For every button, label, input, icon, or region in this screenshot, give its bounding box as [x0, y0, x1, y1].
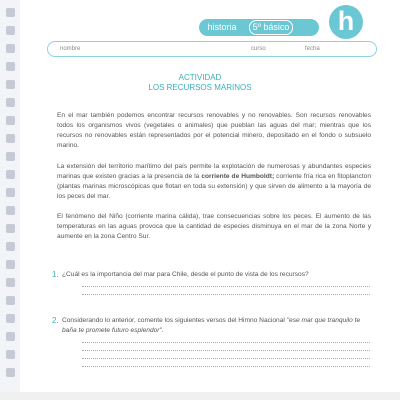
binder-hole	[6, 332, 15, 341]
question-number: 1.	[52, 270, 59, 279]
name-label: nombre	[60, 46, 81, 52]
binder-hole	[6, 206, 15, 215]
date-label: fecha	[305, 46, 320, 52]
activity-title: LOS RECURSOS MARINOS	[148, 83, 252, 92]
binder-hole	[6, 224, 15, 233]
binder-hole	[6, 188, 15, 197]
question-number: 2.	[52, 316, 59, 325]
binder-hole	[6, 260, 15, 269]
binder-spine	[0, 0, 20, 400]
binder-hole	[6, 170, 15, 179]
anthem-quote: "ese mar que tranquilo te baña te promete futuro esplendor".	[62, 317, 361, 334]
binder-hole	[6, 368, 15, 377]
activity-heading: ACTIVIDAD	[178, 73, 222, 82]
answer-line[interactable]	[82, 286, 370, 287]
page-footer-strip	[0, 392, 400, 400]
binder-hole	[6, 242, 15, 251]
binder-hole	[6, 314, 15, 323]
answer-line[interactable]	[82, 342, 370, 343]
binder-hole	[6, 134, 15, 143]
humboldt-term: corriente de Humboldt;	[201, 173, 275, 180]
subject-logo: h	[329, 5, 363, 39]
answer-line[interactable]	[82, 366, 370, 367]
answer-line[interactable]	[82, 358, 370, 359]
grade-tab: 5º básico	[249, 20, 293, 35]
subject-tab: historia	[207, 22, 237, 32]
student-info-bar	[47, 41, 377, 57]
question-text: Considerando lo anterior, comente los siguientes versos del Himno Nacional	[62, 317, 287, 324]
binder-hole	[6, 278, 15, 287]
question-2	[52, 316, 372, 336]
binder-hole	[6, 62, 15, 71]
paragraph-text: corriente fría rica en fitoplancton (plantas marinas microscópicas que flotan en toda su extensión) y que sirven de alimento a la mayoría de los peces del mar.	[57, 173, 371, 200]
question-1	[52, 270, 372, 280]
subject-grade-tabs	[199, 19, 319, 36]
binder-hole	[6, 26, 15, 35]
binder-hole	[6, 116, 15, 125]
paragraph-resources: En el mar también podemos encontrar recursos renovables y no renovables. Son recursos renovables todos los organismos vivos (vegetales o animales) que pueblan las aguas del mar; mientras que los recursos no renovables están representados por el potencial minero, depositado en el fondo o subsuelo marino.	[57, 112, 371, 149]
binder-hole	[6, 350, 15, 359]
answer-line[interactable]	[82, 350, 370, 351]
course-label: curso	[251, 46, 266, 52]
binder-hole	[6, 98, 15, 107]
binder-hole	[6, 152, 15, 161]
answer-line[interactable]	[82, 294, 370, 295]
paragraph-humboldt	[57, 162, 371, 202]
question-text: ¿Cuál es la importancia del mar para Chile, desde el punto de vista de los recursos?	[62, 271, 309, 278]
binder-hole	[6, 8, 15, 17]
paragraph-text: La extensión del territorio marítimo del país permite la explotación de numerosas y abundantes especies marinas que existen gracias a la presencia de la	[57, 163, 371, 180]
binder-hole	[6, 296, 15, 305]
binder-hole	[6, 44, 15, 53]
paragraph-nino: El fenómeno del Niño (corriente marina cálida), trae consecuencias sobre los peces. El aumento de las temperaturas en las aguas provoca que la cantidad de especies disminuya en el mar de la zona Norte y aumente en la zona Centro Sur.	[57, 213, 371, 240]
